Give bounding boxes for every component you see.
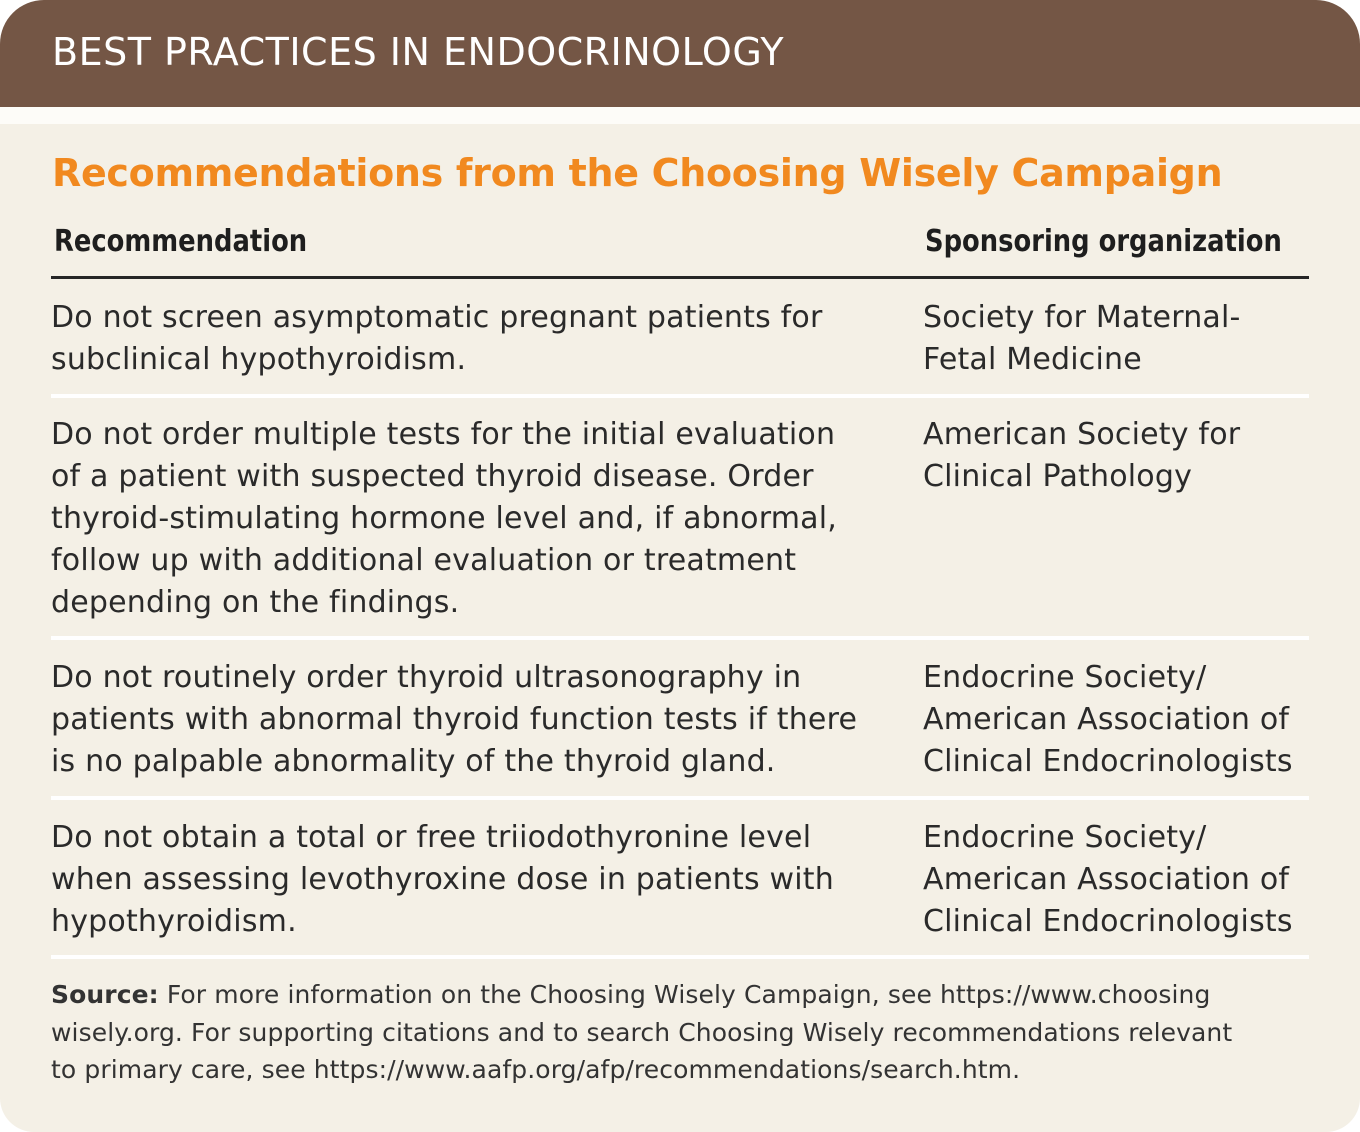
header-rule [51, 276, 1309, 279]
source-line [51, 976, 1316, 1014]
row-4-organization [923, 817, 1323, 943]
row-1-recommendation-line: subclinical hypothyroidism. [51, 342, 467, 377]
row-2-recommendation-line: thyroid-stimulating hormone level and, if abnormal, [51, 501, 837, 536]
row-3-organization-line: Endocrine Society/ [923, 660, 1207, 695]
row-3-recommendation [51, 657, 891, 783]
row-3-recommendation-line: patients with abnormal thyroid function tests if there [51, 702, 858, 737]
row-1-organization-line: Fetal Medicine [923, 342, 1142, 377]
source-text: For more information on the Choosing Wisely Campaign, see https://www.choosing [166, 980, 1211, 1009]
row-4-recommendation [51, 817, 891, 943]
column-header-recommendation: Recommendation [54, 224, 308, 259]
row-2-recommendation-line: Do not order multiple tests for the initial evaluation [51, 417, 836, 452]
row-1-recommendation [51, 297, 891, 381]
row-3-recommendation-line: is no palpable abnormality of the thyroid gland. [51, 744, 776, 779]
row-2-organization-line: Clinical Pathology [923, 459, 1193, 494]
row-4-recommendation-line: hypothyroidism. [51, 904, 297, 939]
row-3-recommendation-line: Do not routinely order thyroid ultrasonography in [51, 660, 802, 695]
row-2-organization [923, 414, 1323, 498]
banner-title: BEST PRACTICES IN ENDOCRINOLOGY [52, 30, 785, 74]
row-3-organization [923, 657, 1323, 783]
row-3-organization-line: Clinical Endocrinologists [923, 744, 1293, 779]
table-title: Recommendations from the Choosing Wisely Campaign [52, 151, 1223, 195]
row-2-organization-line: American Society for [923, 417, 1241, 452]
row-1-organization [923, 297, 1323, 381]
row-2-recommendation-line: follow up with additional evaluation or treatment [51, 543, 797, 578]
row-divider [51, 796, 1309, 800]
row-2-recommendation-line: depending on the findings. [51, 585, 460, 620]
row-1-organization-line: Society for Maternal- [923, 300, 1241, 335]
row-divider [51, 955, 1309, 959]
row-4-recommendation-line: Do not obtain a total or free triiodothyronine level [51, 820, 812, 855]
row-3-organization-line: American Association of [923, 702, 1290, 737]
header-banner [0, 0, 1360, 107]
row-divider [51, 636, 1309, 640]
row-4-organization-line: Endocrine Society/ [923, 820, 1207, 855]
source-note [51, 976, 1316, 1089]
source-line: to primary care, see https://www.aafp.org/afp/recommendations/search.htm. [51, 1055, 1021, 1084]
row-2-recommendation-line: of a patient with suspected thyroid disease. Order [51, 459, 814, 494]
source-line: wisely.org. For supporting citations and to search Choosing Wisely recommendations relevant [51, 1017, 1233, 1047]
row-4-recommendation-line: when assessing levothyroxine dose in patients with [51, 862, 834, 897]
row-4-organization-line: Clinical Endocrinologists [923, 904, 1293, 939]
row-2-recommendation [51, 414, 891, 624]
row-divider [51, 394, 1309, 398]
header-divider-band [0, 107, 1360, 124]
column-header-organization: Sponsoring organization [925, 224, 1282, 259]
row-1-recommendation-line: Do not screen asymptomatic pregnant patients for [51, 300, 823, 335]
source-label: Source: [51, 980, 159, 1009]
row-4-organization-line: American Association of [923, 862, 1290, 897]
